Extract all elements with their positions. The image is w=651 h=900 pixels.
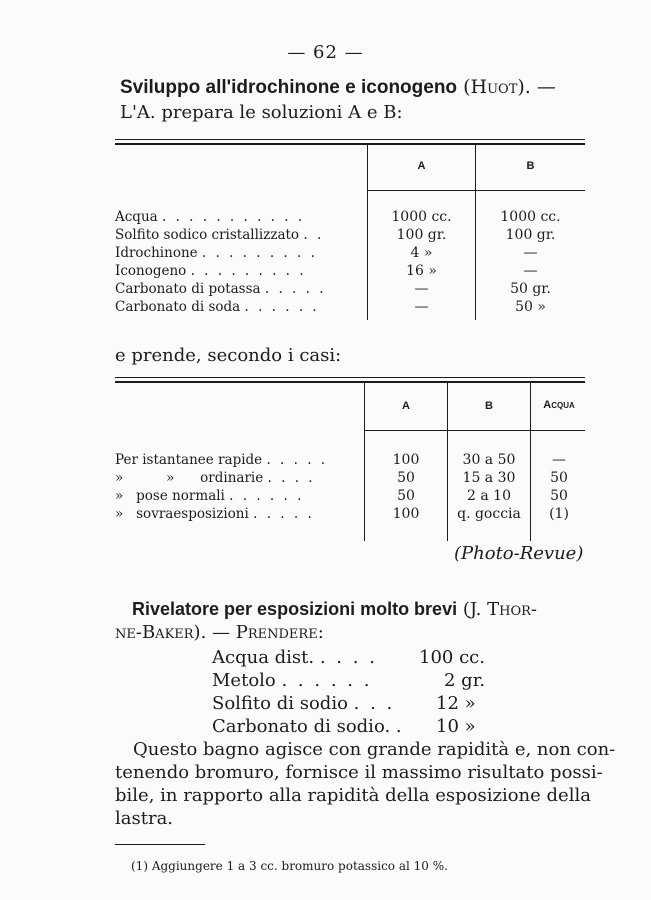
- table-cell-a: 50: [397, 470, 415, 486]
- table-cell-water: (1): [549, 506, 569, 522]
- section3-title: [132, 599, 537, 620]
- section1-intro: L'A. prepara le soluzioni A e B:: [120, 102, 403, 123]
- footnote: (1) Aggiungere 1 a 3 cc. bromuro potassico al 10 %.: [131, 859, 448, 873]
- table-cell-b: 100 gr.: [505, 227, 556, 243]
- section1-author: (Huot). —: [463, 76, 556, 98]
- paragraph-line-last: lastra.: [115, 808, 174, 829]
- table-cell-b: 2 a 10: [467, 488, 511, 504]
- table-cell-b: q. goccia: [457, 506, 521, 522]
- table2-top-rule: [115, 377, 585, 378]
- table-cell-a: 4 »: [410, 245, 433, 261]
- recipe-item-name: Solfito di sodio . . .: [212, 693, 395, 714]
- table2-header-b: B: [485, 400, 493, 412]
- section1-title: [120, 76, 556, 99]
- table-cell-a: 100: [392, 506, 420, 522]
- table-row-label: Acqua . . . . . . . . . . .: [115, 209, 305, 225]
- paragraph-line: tenendo bromuro, fornisce il massimo risultato possi-: [115, 762, 603, 783]
- table2-top-rule-thick: [115, 381, 585, 383]
- table-row-label: Solfito sodico cristallizzato . .: [115, 227, 324, 243]
- table1-header-a: A: [417, 160, 426, 172]
- table-cell-a: 1000 cc.: [391, 209, 452, 225]
- table-cell-water: 50: [550, 470, 568, 486]
- table-cell-water: 50: [550, 488, 568, 504]
- recipe-item-qty: 100 cc.: [419, 647, 485, 668]
- section3-author: (J. Thor-: [462, 599, 537, 620]
- table-cell-b: —: [523, 245, 538, 261]
- source-citation: (Photo-Revue): [454, 543, 584, 564]
- section3-title-line2: ne-Baker). — Prendere:: [115, 622, 324, 643]
- table-row-label: Carbonato di soda . . . . . .: [115, 299, 320, 315]
- table-row-label: » sovraesposizioni . . . . .: [115, 506, 315, 522]
- table-row-label: » » ordinarie . . . .: [115, 470, 316, 486]
- paragraph-line: bile, in rapporto alla rapidità della esposizione della: [115, 785, 591, 806]
- page-number: — 62 —: [287, 42, 364, 63]
- table1-header-b: B: [526, 160, 535, 172]
- section2-intro: e prende, secondo i casi:: [115, 345, 342, 366]
- table1-header-rule: [367, 190, 585, 191]
- table-cell-b: 1000 cc.: [500, 209, 561, 225]
- recipe-item-qty: 2 gr.: [444, 670, 486, 691]
- table-cell-water: —: [552, 452, 566, 468]
- table2-header-water: Acqua: [543, 399, 575, 411]
- recipe-item-name: Carbonato di sodio. .: [212, 716, 405, 737]
- table-row-label: Per istantanee rapide . . . . .: [115, 452, 328, 468]
- table-cell-b: 15 a 30: [462, 470, 516, 486]
- paragraph-line: Questo bagno agisce con grande rapidità e, non con-: [133, 739, 616, 760]
- table-cell-a: 50: [397, 488, 415, 504]
- recipe-item-qty: 12 »: [436, 693, 476, 714]
- table2-header-rule: [364, 430, 585, 431]
- recipe-item-name: Acqua dist. . . . .: [212, 647, 378, 668]
- section1-title-bold: Sviluppo all'idrochinone e iconogeno: [120, 77, 458, 98]
- table1-top-rule-thick: [115, 143, 585, 145]
- table-cell-a: —: [414, 281, 429, 297]
- footnote-rule: [115, 844, 205, 845]
- table-cell-a: 100 gr.: [396, 227, 447, 243]
- table-row-label: » pose normali . . . . . .: [115, 488, 304, 504]
- recipe-item-qty: 10 »: [436, 716, 476, 737]
- table-cell-b: 30 a 50: [462, 452, 516, 468]
- table2-header-a: A: [402, 400, 410, 412]
- table1-top-rule: [115, 139, 585, 140]
- table-row-label: Idrochinone . . . . . . . . .: [115, 245, 318, 261]
- table-row-label: Iconogeno . . . . . . . . .: [115, 263, 307, 279]
- table-cell-b: —: [523, 263, 538, 279]
- section3-title-bold: Rivelatore per esposizioni molto brevi: [132, 599, 458, 619]
- table-cell-b: 50 »: [515, 299, 546, 315]
- table-cell-b: 50 gr.: [510, 281, 551, 297]
- table-cell-a: 100: [392, 452, 420, 468]
- table-row-label: Carbonato di potassa . . . . .: [115, 281, 327, 297]
- table-cell-a: —: [414, 299, 429, 315]
- recipe-item-name: Metolo . . . . . .: [212, 670, 372, 691]
- table-cell-a: 16 »: [406, 263, 437, 279]
